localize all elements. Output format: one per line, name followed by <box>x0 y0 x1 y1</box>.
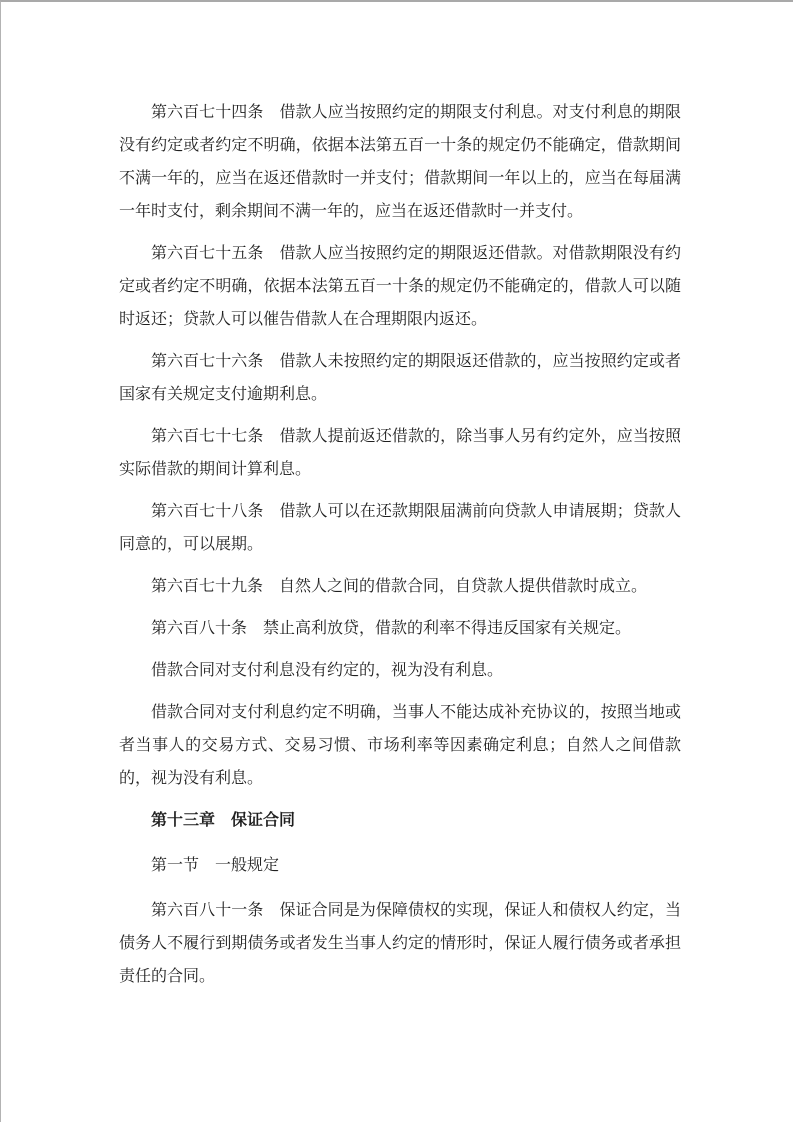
article-678-paragraph: 第六百七十八条 借款人可以在还款期限届满前向贷款人申请展期；贷款人同意的，可以展期。 <box>119 503 681 553</box>
article-674-paragraph: 第六百七十四条 借款人应当按照约定的期限支付利息。对支付利息的期限没有约定或者约定不明确，依据本法第五百一十条的规定仍不能确定，借款期间不满一年的，应当在返还借款时一并支付；借款期间一年以上的，应当在每届满一年时支付，剩余期间不满一年的，应当在返还借款时一并支付。 <box>119 104 681 220</box>
article-679-paragraph: 第六百七十九条 自然人之间的借款合同，自贷款人提供借款时成立。 <box>151 578 648 595</box>
article-677-paragraph: 第六百七十七条 借款人提前返还借款的，除当事人另有约定外，应当按照实际借款的期间计算利息。 <box>119 428 681 478</box>
article-680-clause-2-paragraph: 借款合同对支付利息没有约定的，视为没有利息。 <box>151 662 504 679</box>
article-680-paragraph: 第六百八十条 禁止高利放贷，借款的利率不得违反国家有关规定。 <box>151 620 632 637</box>
article-680-clause-3-paragraph: 借款合同对支付利息约定不明确，当事人不能达成补充协议的，按照当地或者当事人的交易方式、交易习惯、市场利率等因素确定利息；自然人之间借款的，视为没有利息。 <box>119 704 681 787</box>
article-676-paragraph: 第六百七十六条 借款人未按照约定的期限返还借款的，应当按照约定或者国家有关规定支付逾期利息。 <box>119 353 681 403</box>
article-675-paragraph: 第六百七十五条 借款人应当按照约定的期限返还借款。对借款期限没有约定或者约定不明确，依据本法第五百一十条的规定仍不能确定的，借款人可以随时返还；贷款人可以催告借款人在合理期限内返还。 <box>119 245 681 328</box>
article-681-paragraph: 第六百八十一条 保证合同是为保障债权的实现，保证人和债权人约定，当债务人不履行到期债务或者发生当事人约定的情形时，保证人履行债务或者承担责任的合同。 <box>119 902 681 985</box>
section-1-heading: 第一节 一般规定 <box>151 857 280 874</box>
chapter-13-heading: 第十三章 保证合同 <box>151 812 296 829</box>
